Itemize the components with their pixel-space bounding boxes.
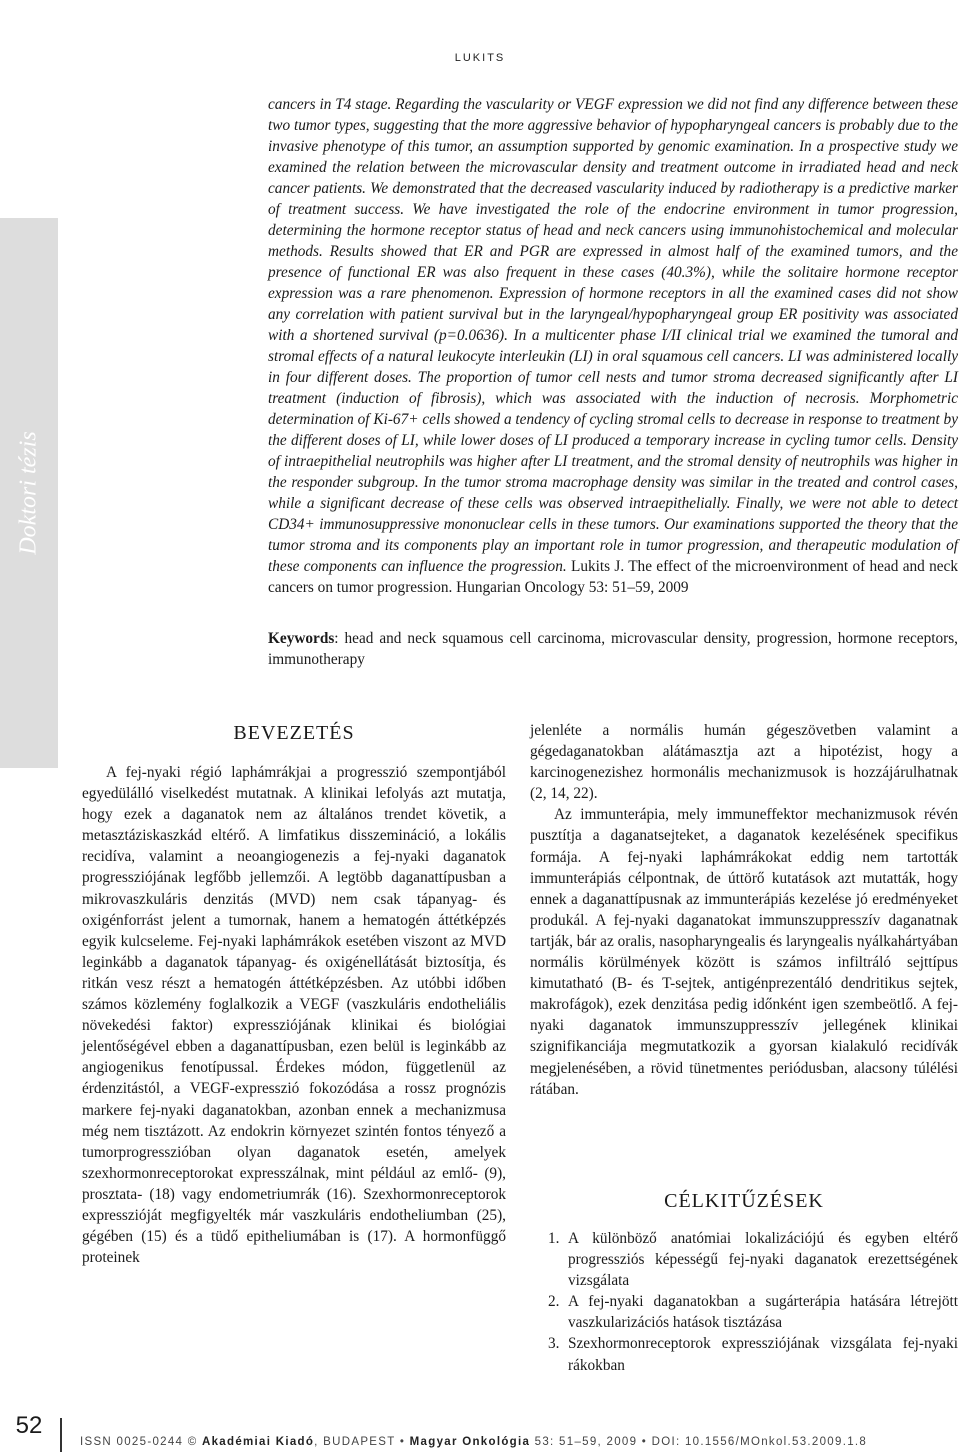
aims-list (548, 1228, 958, 1376)
footer-journal: Magyar Onkológia (409, 1436, 531, 1448)
aims-list-item (548, 1333, 958, 1375)
english-abstract (268, 94, 958, 598)
aims-item-text: Szexhormonreceptorok expressziójának vizsgálata fej-nyaki rákokban (568, 1335, 958, 1374)
keywords-text: : head and neck squamous cell carcinoma, microvascular density, progression, hormone receptors, immunotherapy (268, 630, 958, 668)
aims-item-number: 3. (548, 1335, 560, 1353)
right-paragraph: Az immunterápia, mely immuneffektor mechanizmusok révén pusztítja a daganatsejteket, a daganatok kezelésének specifikus formája. A fej-nyaki laphámrákokat eddig nem tartották immunterápiás célpontnak, de úttörő kutatások azt mutatták, hogy ennek a daganattípusnak az immunterápiás kezelése jó eredményeket produkál. A fej-nyaki daganatokat immunszuppresszív daganatnak tartják, bár az oralis, nasopharyngealis és laryngealis nyálkahártyában normális körülmények között is számos infiltráló sejttípus kimutatható (B- és T-sejtek, antigénprezentáló dendritikus sejtek, makrofágok), ezek denzitása pedig időnként igen szembeötlő. A fej-nyaki daganatok immunszuppresszív jellegének klinikai szignifikanciája megmutatkozik a gyorsan kialakuló recidívák megjelenésében, a rövid tünetmentes periódusban, alacsony túlélési rátában. (530, 806, 958, 1098)
aims-item-number: 2. (548, 1293, 560, 1311)
footer-divider (60, 1418, 62, 1452)
side-tab (0, 218, 58, 768)
footer-city: , BUDAPEST • (314, 1436, 410, 1448)
footer-issue: 53: 51–59, 2009 • DOI: 10.1556/MOnkol.53.2009.1.8 (530, 1436, 868, 1448)
intro-column (82, 762, 506, 1268)
side-tab-label: Doktori tézis (15, 431, 42, 555)
section-title-aims: CÉLKITŰZÉSEK (664, 1190, 824, 1212)
abstract-citation: Lukits J. The effect of the microenvironment of head and neck cancers on tumor progression. Hungarian Oncology 53: 51–59, 2009 (268, 558, 958, 596)
right-paragraph: jelenléte a normális humán gégeszövetben valamint a gégedaganatokban alátámasztja azt a hipotézist, hogy a karcinogenezishez hormonális mechanizmusok is hozzájárulhatnak (2, 14, 22). (530, 722, 958, 803)
footer-publisher: Akadémiai Kiadó (202, 1436, 315, 1448)
keywords (268, 628, 958, 670)
footer-issn: ISSN 0025-0244 © (80, 1436, 202, 1448)
page-number: 52 (15, 1412, 43, 1439)
aims-list-item (548, 1291, 958, 1333)
intro-paragraph: A fej-nyaki régió laphámrákjai a progresszió szempontjából egyedülálló viselkedést mutatnak. A klinikai lefolyás azt mutatja, hogy ezek a daganatok nem az általános trendet követik, a metasztáziskaszkád eltérő. A limfatikus disszemináció, a lokális recidíva, valamint a neoangiogenezis a fej-nyaki daganatok progressziójának legfőbb jellemzői. A legtöbb daganattípusban a mikrovaszkuláris denzitás (MVD) nem csak tápanyag- és oxigénforrást jelent a tumornak, hanem a hematogén áttétképzés egyik kulcseleme. Fej-nyaki laphámrákok esetében viszont az MVD leginkább a daganatok tápanyag- és oxigénellátását biztosítja, és ritkán vesz részt a hematogén áttétképzésben. Az utóbbi időben számos közlemény foglalkozik a VEGF (vaszkuláris endotheliális növekedési faktor) expressziójának klinikai és biológiai jelentőségével ebben a daganattípusban, ezen belül is leginkább az angiogenikus fenotípussal. Érdekes módon, függetlenül az érdenzitástól, a VEGF-expresszió fokozódása a rossz prognózis markere fej-nyaki daganatokban, azonban ennek a mechanizmusa még nem tisztázott. Az endokrin környezet szintén fontos tényező a tumorprogresszióban olyan daganatok esetén, amelyek szexhormonreceptorokat expresszálnak, mint például az emlő- (9), prosztata- (18) vagy endometriumrák (16). Szexhormonreceptorok expresszióját megfigyelték már vaszkuláris endotheliumban (25), gégében (15) és a tüdő epitheliumában is (17). A hormonfüggő proteinek (82, 764, 506, 1267)
keywords-label: Keywords (268, 630, 335, 647)
aims-list-item (548, 1228, 958, 1291)
abstract-text: cancers in T4 stage. Regarding the vascularity or VEGF expression we did not find any difference between these two tumor types, suggesting that the more aggressive behavior of hypopharyngeal cancers is probably due to the invasive phenotype of this tumor, an assumption supported by genomic examination. In a prospective study we examined the relation between the microvascular density and treatment outcome in irradiated head and neck cancer patients. We demonstrated that the decreased vascularity induced by radiotherapy is a predictive marker of treatment success. We have investigated the role of the endocrine environment in tumor progression, determining the hormone receptor status of head and neck cancers using immunohistochemical and molecular methods. Results showed that ER and PGR are expressed in almost half of the examined tumors, and the presence of functional ER was also frequent in these cases (40.3%), while the solitaire hormone receptor expression was a rare phenomenon. Expression of hormone receptors in all the examined cases did not show any correlation with patient survival but in the laryngeal/hypopharyngeal group ER positivity was associated with a shortened survival (p=0.0636). In a multicenter phase I/II clinical trial we examined the tumoral and stromal effects of a natural leukocyte interleukin (LI) in oral squamous cell cancers. LI was administered locally in four different doses. The proportion of tumor cell nests and tumor stroma decreased significantly after LI treatment (induction of fibrosis), which was associated with the induction of necrosis. Morphometric determination of Ki-67+ cells showed a tendency of cycling stromal cells to decrease in response to treatment by the different doses of LI, while lower doses of LI produced a temporary increase in cycling tumor cells. Density of intraepithelial neutrophils was higher after LI treatment, and the stromal density of neutrophils was higher in the responder subgroup. In the tumor stroma macrophage density was similar in the treated and control cases, while a significant decrease of these cells was observed intraepithelially. Finally, we were not able to detect CD34+ immunosuppressive mononuclear cells in these tumors. Our examinations supported the theory that the tumor stroma and its components play an important role in tumor progression, and therapeutic modulation of these components can influence the progression. (268, 96, 958, 575)
right-column (530, 720, 958, 1100)
section-title-intro: BEVEZETÉS (233, 722, 355, 744)
aims-item-text: A különböző anatómiai lokalizációjú és egyben eltérő progressziós képességű fej-nyaki daganatok erezettségének vizsgálata (568, 1230, 958, 1290)
aims-item-number: 1. (548, 1230, 560, 1247)
aims-item-text: A fej-nyaki daganatokban a sugárterápia hatására létrejött vaszkularizációs hatások tisztázása (568, 1293, 958, 1332)
footer-citation (80, 1436, 960, 1448)
running-head: LUKITS (454, 52, 506, 64)
